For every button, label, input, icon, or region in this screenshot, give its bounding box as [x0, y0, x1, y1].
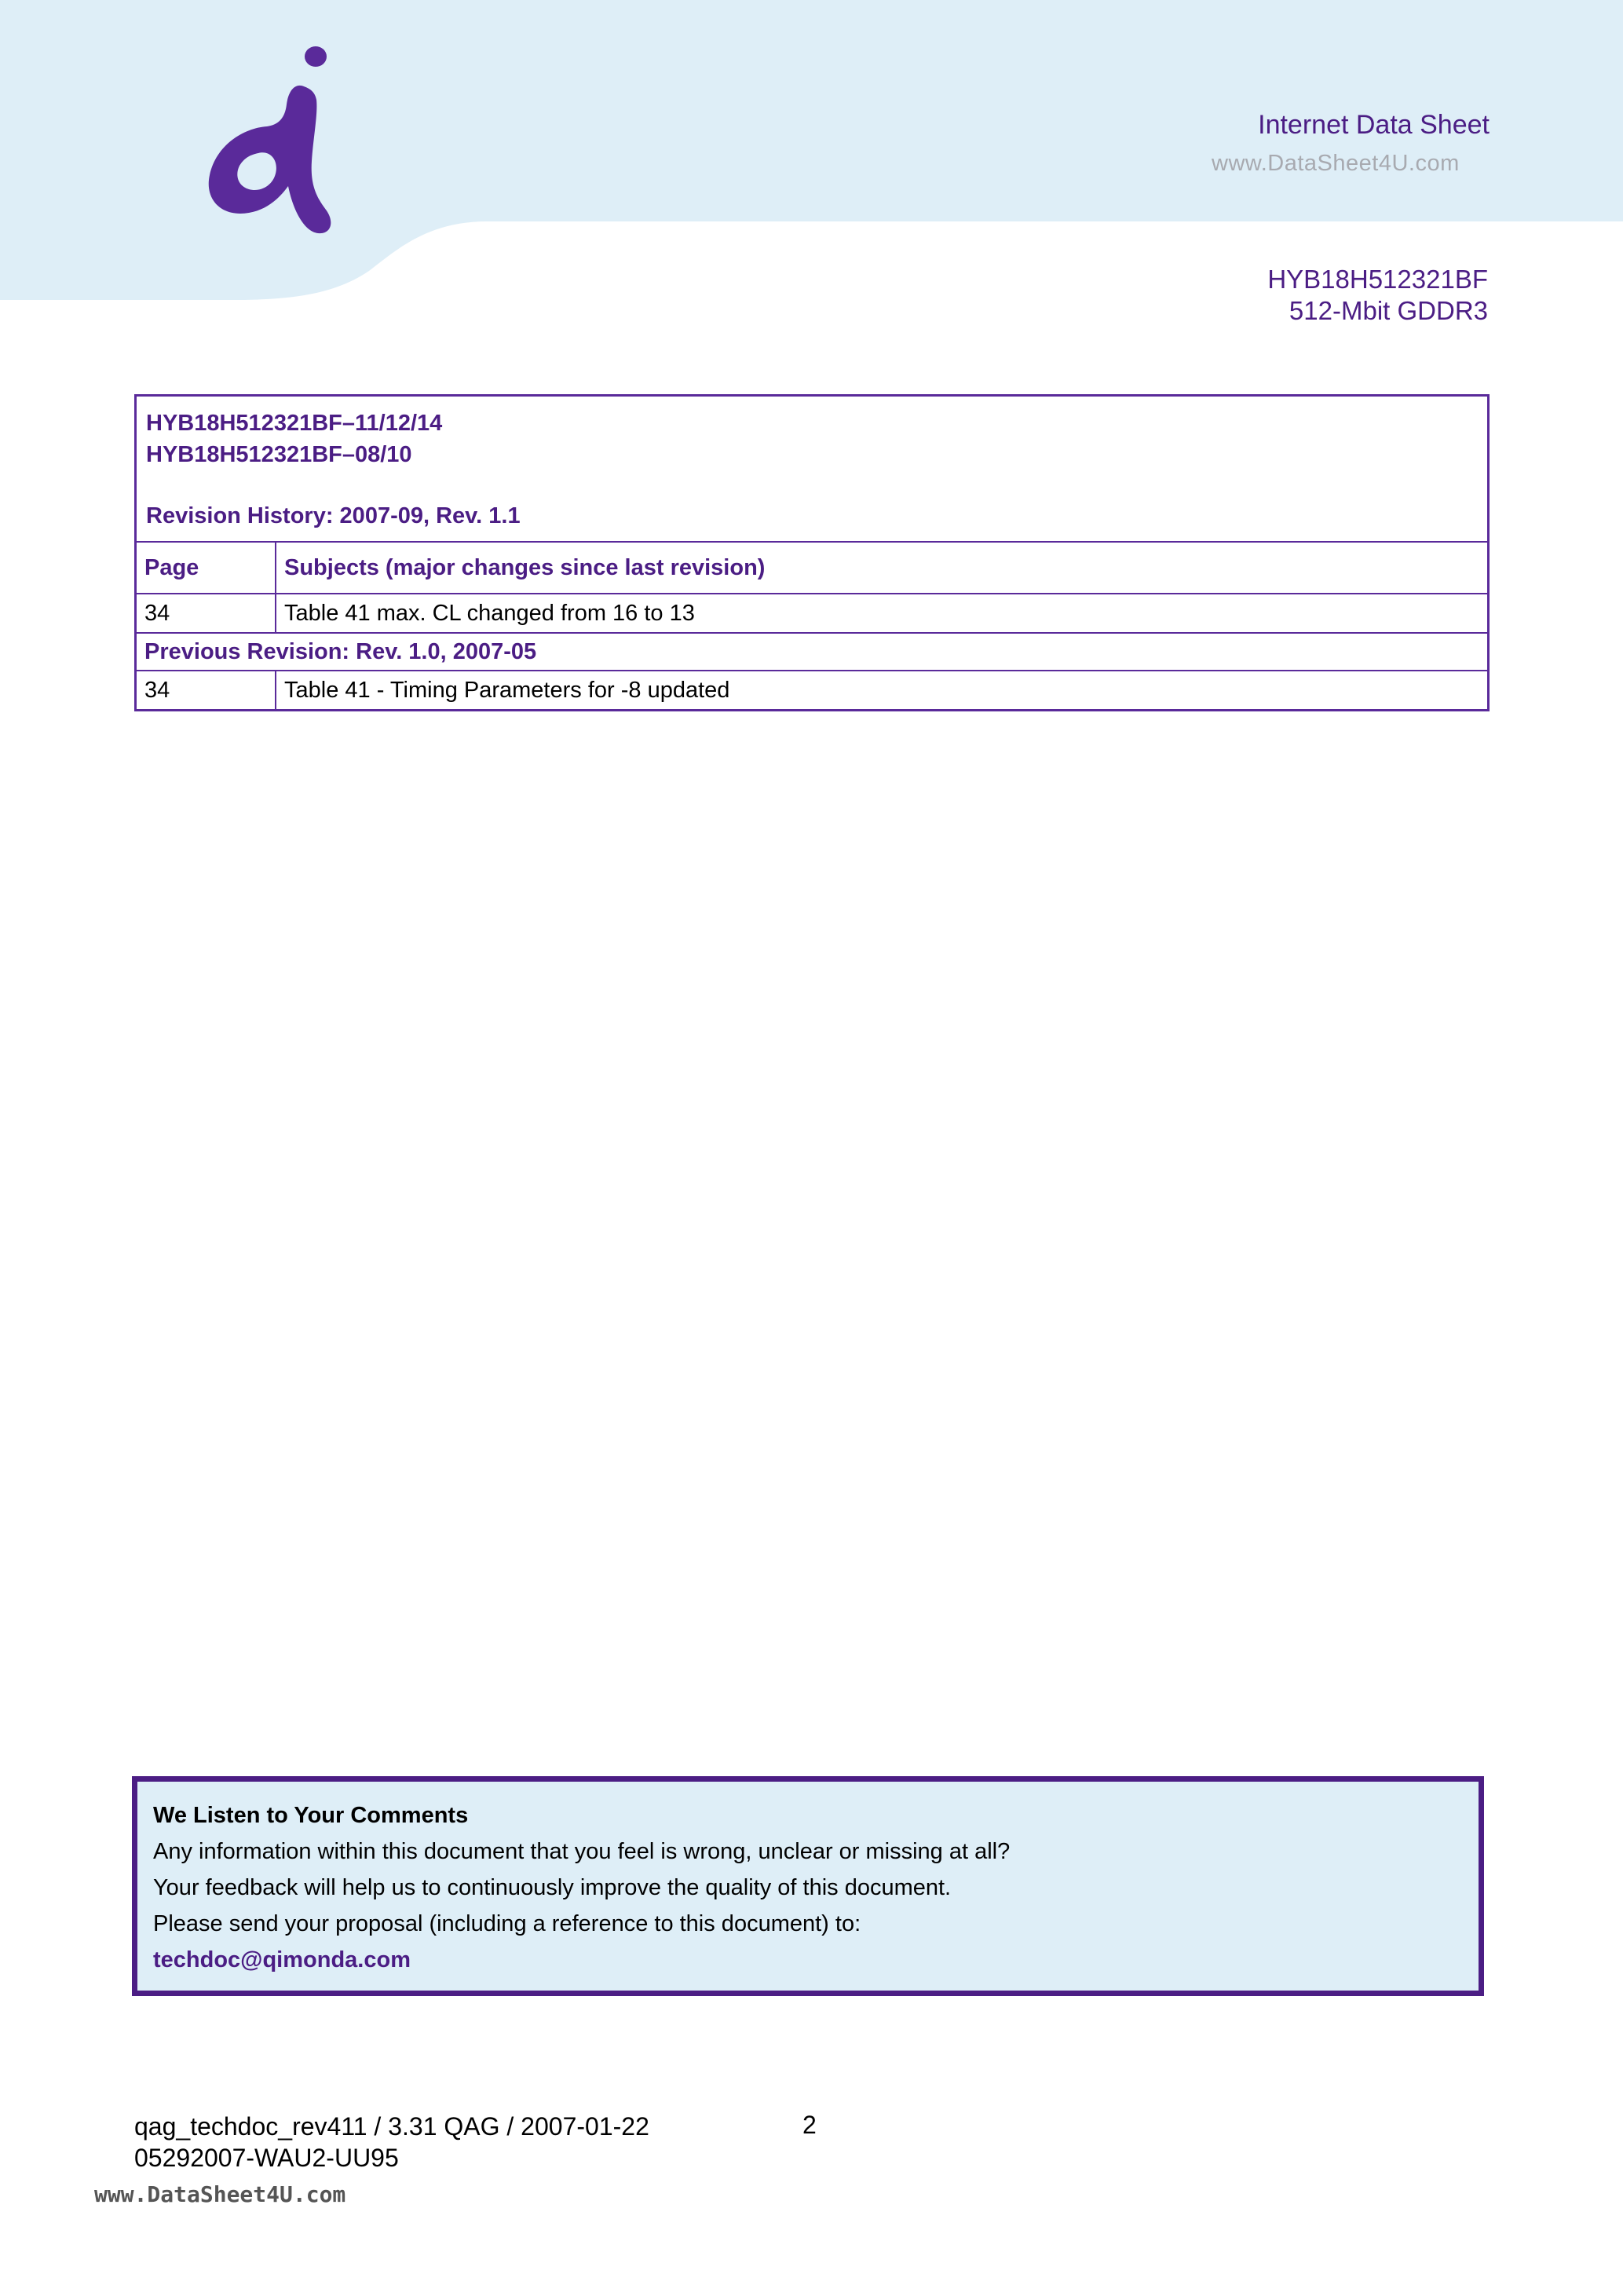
part-number: HYB18H512321BF	[1267, 265, 1488, 294]
variant-line-1: HYB18H512321BF–11/12/14	[146, 411, 443, 436]
revision-history-label: Revision History: 2007-09, Rev. 1.1	[146, 503, 521, 528]
footer-template: qag_techdoc_rev411 / 3.31 QAG / 2007-01-22	[134, 2112, 649, 2141]
comments-title: We Listen to Your Comments	[153, 1803, 469, 1828]
row-page: 34	[136, 594, 276, 633]
table-row	[136, 671, 1489, 711]
row-page: 34	[136, 671, 276, 711]
feedback-email-link[interactable]: techdoc@qimonda.com	[153, 1947, 411, 1972]
comments-line-3: Please send your proposal (including a reference to this document) to:	[153, 1911, 861, 1936]
watermark-url: www.DataSheet4U.com	[1212, 151, 1460, 176]
footer-info	[134, 2111, 649, 2174]
column-header-page: Page	[136, 542, 276, 594]
page-number: 2	[802, 2111, 817, 2139]
product-name: 512-Mbit GDDR3	[1289, 296, 1488, 325]
revision-history-table	[134, 394, 1490, 711]
part-number-block	[1267, 264, 1488, 327]
watermark-url-bottom: www.DataSheet4U.com	[94, 2181, 346, 2207]
previous-revision-label: Previous Revision: Rev. 1.0, 2007-05	[136, 633, 1489, 671]
table-row	[136, 594, 1489, 633]
comments-line-2: Your feedback will help us to continuously improve the quality of this document.	[153, 1875, 952, 1900]
document-type: Internet Data Sheet	[1258, 110, 1490, 140]
comments-line-1: Any information within this document that you feel is wrong, unclear or missing at all?	[153, 1839, 1011, 1864]
table-header-info	[136, 396, 1489, 543]
column-header-row	[136, 542, 1489, 594]
column-header-subjects: Subjects (major changes since last revision)	[276, 542, 1489, 594]
row-subject: Table 41 max. CL changed from 16 to 13	[276, 594, 1489, 633]
comments-box	[132, 1776, 1484, 1996]
footer-doc-id: 05292007-WAU2-UU95	[134, 2144, 399, 2172]
qimonda-logo-icon	[200, 43, 334, 239]
variant-line-2: HYB18H512321BF–08/10	[146, 442, 412, 467]
row-subject: Table 41 - Timing Parameters for -8 updated	[276, 671, 1489, 711]
previous-revision-row	[136, 633, 1489, 671]
